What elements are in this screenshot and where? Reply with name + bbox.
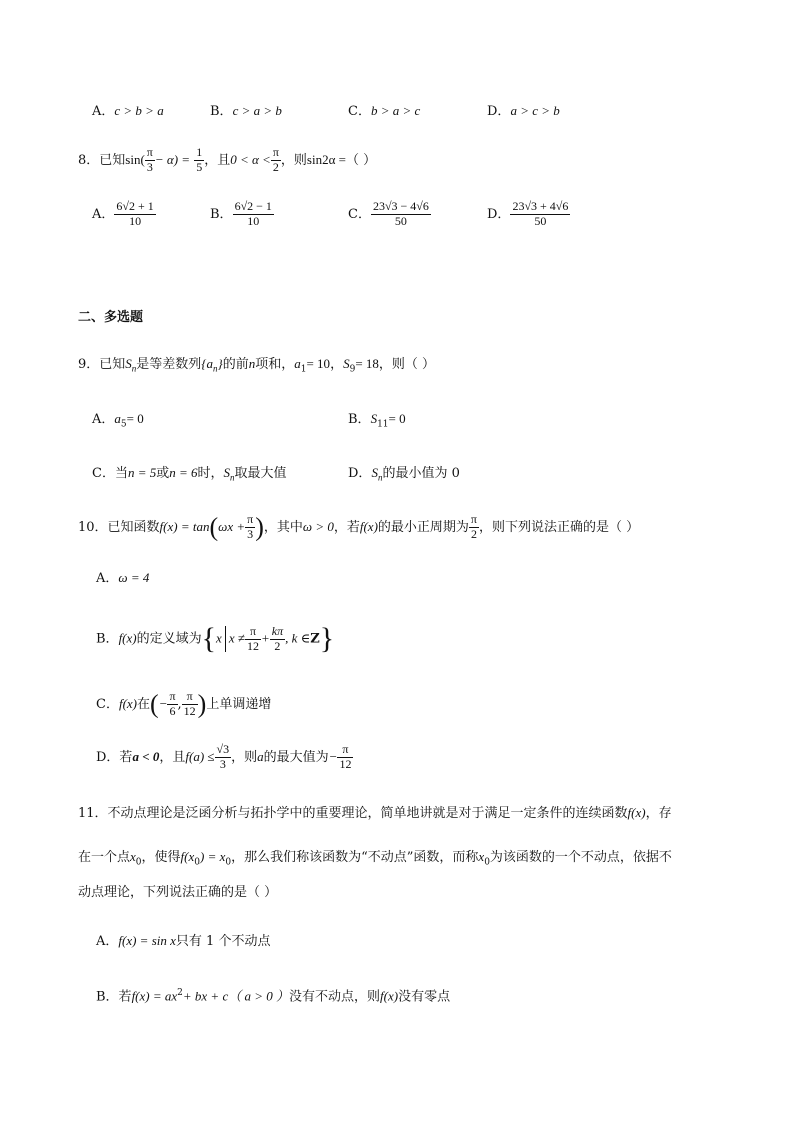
answer-blank: （ ） (345, 152, 377, 168)
stem-text: 时， (197, 466, 224, 481)
fraction (371, 200, 431, 229)
numerator: 23√3 − 4√6 (372, 199, 429, 213)
option-label: C．当 (92, 466, 128, 481)
math-var: x (130, 849, 136, 864)
math-text: = 0 (126, 411, 144, 426)
math-text: f(x (180, 849, 195, 864)
math-var: S (370, 411, 378, 426)
stem-text: 是等差数列 (136, 357, 202, 372)
numerator: π (272, 145, 279, 159)
subscript: 5 (120, 419, 127, 430)
math-text: + (260, 630, 270, 646)
stem-text: 的定义域为 (136, 631, 202, 647)
math-text: − (158, 695, 168, 711)
q8-option-b (210, 200, 274, 229)
fraction (270, 625, 285, 654)
stem-text: ，则 (280, 152, 307, 168)
math-text: sin( (125, 151, 145, 167)
stem-text: ，存 (645, 806, 672, 821)
math-text: = 10 (306, 356, 331, 371)
q10-option-c (96, 690, 271, 719)
stem-text: 10．已知函数 (78, 519, 160, 535)
math-var: n (248, 356, 256, 371)
subscript: n (131, 363, 137, 374)
stem-text: 的最小正周期为 (377, 519, 469, 535)
numerator: π (337, 743, 353, 758)
subscript: 0 (194, 857, 200, 868)
option-label: A． (92, 412, 115, 427)
math-text: f(x) (380, 988, 399, 1004)
fraction (114, 200, 155, 229)
fraction (194, 146, 204, 175)
math-text: sin2α = (306, 151, 346, 167)
denominator: 50 (534, 213, 547, 228)
math-text: ω = 4 (118, 570, 150, 585)
denominator: 2 (274, 638, 281, 653)
math-text: f(x) (118, 630, 137, 646)
math-text: f(x) = tan (159, 518, 210, 534)
q8-option-d (487, 200, 570, 229)
fraction (182, 690, 198, 719)
integer-set: Z (310, 631, 320, 647)
stem-text: 11．不动点理论是泛函分析与拓扑学中的重要理论，简单地讲就是对于满足一定条件的连续函数 (78, 806, 628, 821)
option-label: C． (348, 104, 371, 119)
numerator: 6√2 + 1 (116, 199, 154, 213)
math-var: x (216, 630, 222, 646)
option-label: D．若 (96, 749, 133, 765)
denominator: 3 (219, 756, 226, 771)
option-label: D． (348, 466, 372, 481)
math-var: {a (201, 356, 213, 371)
denominator: 10 (247, 213, 260, 228)
denominator: 3 (146, 159, 153, 174)
stem-text: 没有零点 (398, 989, 451, 1005)
option-label: C． (348, 206, 371, 222)
math-text: f(x) (118, 695, 137, 711)
math-text: ωx + (218, 518, 246, 534)
stem-text: ， (330, 357, 344, 372)
option-label: A． (92, 206, 115, 222)
option-label: B．若 (96, 989, 132, 1005)
math-text: f(x) (627, 805, 646, 820)
stem-text: ，其中 (263, 519, 303, 535)
option-label: A． (96, 934, 119, 949)
option-label: A． (96, 571, 119, 586)
math-text: f(x) = ax (131, 988, 178, 1004)
fraction (510, 200, 570, 229)
set-bar (225, 626, 226, 652)
q7-option-b (210, 104, 282, 118)
math-text: n = 6 (169, 465, 198, 480)
subscript: n (213, 363, 218, 374)
option-label: B． (210, 206, 233, 222)
denominator: 3 (247, 526, 254, 541)
math-text: = 0 (388, 411, 406, 426)
denominator: 12 (183, 703, 196, 718)
right-paren: ) (255, 512, 264, 542)
option-label: C． (96, 696, 119, 712)
math-text: f(x) (359, 518, 378, 534)
stem-text: 8．已知 (78, 152, 126, 168)
numerator: π (470, 512, 477, 526)
numerator: π (182, 690, 198, 705)
subscript: 0 (484, 857, 490, 868)
numerator: π (245, 625, 261, 640)
numerator: 6√2 − 1 (234, 199, 272, 213)
q11-stem-line3: 动点理论，下列说法正确的是（ ） (78, 885, 278, 900)
stem-text: 取最大值 (234, 466, 287, 481)
q7-option-d (487, 104, 560, 118)
fraction (145, 146, 155, 175)
stem-text: 的最小值为 0 (382, 466, 460, 481)
numerator: 1 (196, 145, 203, 159)
stem-text: ，使得 (141, 850, 181, 865)
stem-text: ，则 (231, 749, 258, 765)
option-label: D． (487, 206, 511, 222)
q8-option-c (348, 200, 431, 229)
option-label: B． (96, 631, 119, 647)
stem-text: 或 (156, 466, 170, 481)
q9-option-c (92, 466, 287, 483)
math-var: x (478, 849, 485, 864)
math-var: a (257, 748, 264, 764)
math-text: , k ∈ (285, 630, 311, 646)
math-text: = 18 (355, 356, 379, 371)
option-expression: c > a > b (232, 103, 282, 118)
math-var: a (114, 411, 121, 426)
stem-text: ，若 (333, 519, 360, 535)
math-text: f(x) = sin x (118, 933, 176, 948)
fraction (233, 200, 274, 229)
q11-option-a (96, 934, 270, 948)
stem-text: 在 (137, 696, 151, 712)
answer-blank: ，则（ ） (378, 357, 436, 372)
subscript: n (230, 472, 235, 483)
fraction (271, 146, 281, 175)
q10-stem (78, 513, 639, 542)
subscript: n (377, 472, 383, 483)
stem-text: ，且 (204, 152, 231, 168)
numerator: 23√3 + 4√6 (512, 199, 569, 213)
stem-text: ，且 (159, 749, 186, 765)
stem-text: 的前 (222, 357, 249, 372)
subscript: 1 (300, 364, 307, 375)
math-text: x ≠ (228, 630, 245, 646)
q11-stem-line2 (78, 850, 672, 868)
option-expression: c > b > a (114, 103, 164, 118)
math-text: , (177, 696, 182, 712)
math-var: S (125, 356, 132, 371)
stem-text: 9．已知 (78, 357, 126, 372)
subscript: 9 (349, 364, 356, 375)
stem-text: 为该函数的一个不动点，依据不 (489, 850, 672, 865)
numerator: π (169, 689, 176, 703)
denominator: 12 (339, 756, 352, 771)
fraction (337, 743, 353, 772)
denominator: 12 (246, 638, 259, 653)
q10-option-a (96, 571, 149, 585)
left-paren: ( (209, 512, 219, 542)
left-paren: ( (150, 689, 159, 719)
fraction (245, 625, 261, 654)
math-var: } (217, 356, 223, 371)
denominator: 50 (394, 213, 407, 228)
denominator: 10 (129, 213, 142, 228)
math-text: f(a) ≤ (185, 748, 215, 764)
option-expression: a > c > b (510, 103, 560, 118)
math-text: ) = x (200, 849, 226, 864)
math-var: S (223, 465, 231, 480)
q8-option-a (92, 200, 156, 229)
numerator: kπ (271, 623, 284, 638)
subscript: 0 (225, 857, 232, 868)
stem-text: 的最大值为 (263, 749, 329, 765)
q8-stem (78, 146, 376, 175)
stem-text: 只有 1 个不动点 (175, 934, 271, 949)
numerator: π (146, 145, 153, 159)
q9-option-b (348, 412, 406, 430)
denominator: 6 (169, 703, 176, 718)
q7-option-c (348, 104, 420, 118)
math-text: n = 5 (127, 465, 157, 480)
stem-text: 项和， (255, 357, 295, 372)
q10-option-d (96, 743, 353, 772)
option-label: B． (210, 104, 233, 119)
denominator: 5 (196, 159, 203, 174)
section-title: 二、多选题 (78, 310, 144, 325)
stem-text: ，那么我们称该函数为“不动点”函数，而称 (231, 850, 479, 865)
right-brace: } (319, 622, 335, 655)
math-var: S (343, 356, 350, 371)
math-text: a < 0 (132, 748, 160, 764)
option-label: B． (348, 412, 371, 427)
stem-text: 在一个点 (78, 850, 131, 865)
math-text: + bx + c (182, 988, 229, 1004)
denominator: 2 (470, 526, 477, 541)
math-text: − (328, 748, 338, 764)
math-var: a (294, 356, 301, 371)
option-label: D． (487, 104, 511, 119)
fraction (167, 690, 177, 719)
math-text: 0 < α < (230, 151, 271, 167)
numerator: √3 (216, 742, 230, 756)
q9-option-d (348, 466, 460, 483)
math-text: − α) = (154, 151, 191, 167)
fraction (245, 513, 255, 542)
math-var: S (371, 465, 378, 480)
right-paren: ) (197, 689, 207, 719)
denominator: 2 (272, 159, 279, 174)
left-brace: { (201, 622, 217, 655)
math-text: ω > 0 (302, 518, 334, 534)
q9-stem (78, 357, 435, 375)
option-expression: b > a > c (370, 103, 421, 118)
math-text: （ a > 0 ） (228, 988, 290, 1004)
answer-blank: ，则下列说法正确的是（ ） (478, 519, 640, 535)
subscript: 0 (135, 857, 142, 868)
fraction (215, 743, 232, 772)
superscript: 2 (177, 988, 183, 998)
q11-stem-line1 (78, 806, 672, 820)
q7-option-a (92, 104, 164, 118)
q11-option-b (96, 989, 450, 1003)
fraction (469, 513, 479, 542)
subscript: 11 (377, 419, 389, 430)
q10-option-b (96, 624, 334, 654)
stem-text: 上单调递增 (206, 696, 272, 712)
stem-text: 没有不动点，则 (289, 989, 381, 1005)
q9-option-a (92, 412, 144, 430)
numerator: π (247, 512, 254, 526)
option-label: A． (92, 104, 115, 119)
